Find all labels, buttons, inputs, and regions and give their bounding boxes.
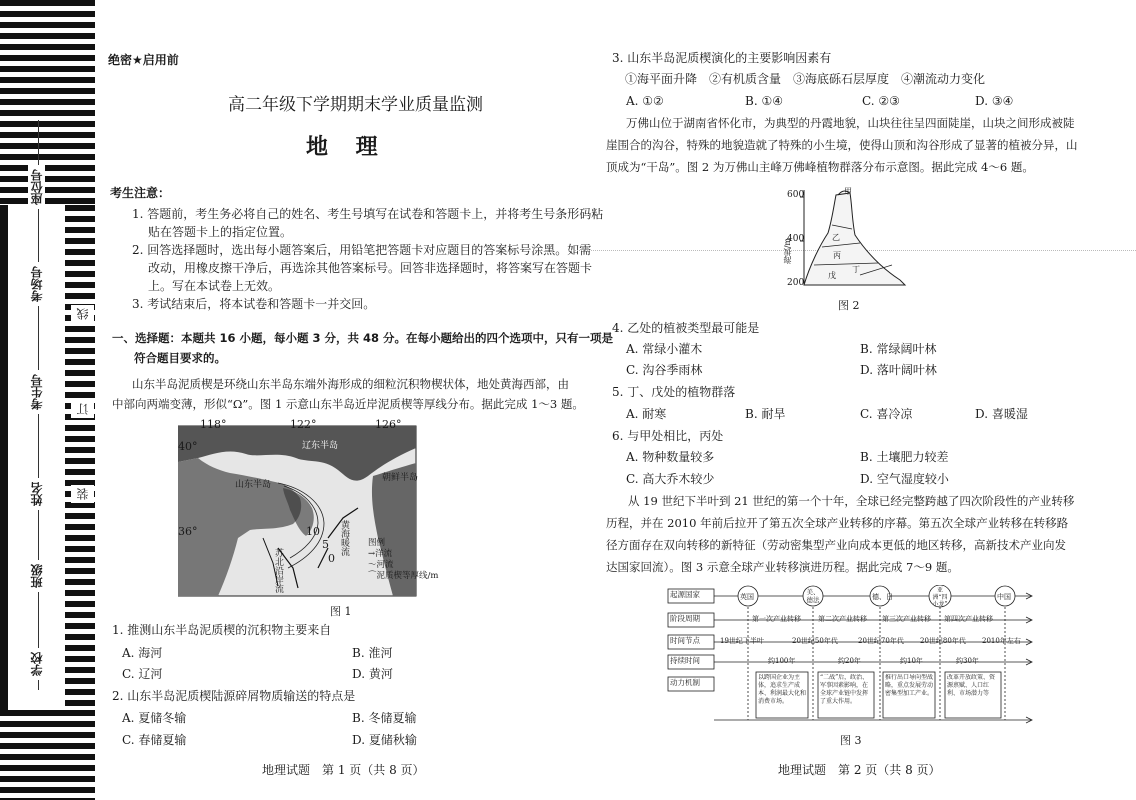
place-label: 山东半岛 — [235, 480, 272, 490]
contour-label: 0 — [328, 552, 335, 565]
zone-label: 甲 — [844, 187, 852, 196]
contour-label: 5 — [322, 538, 329, 551]
row-head: 起源国家 — [670, 590, 700, 599]
notice-line: 改动，用橡皮擦干净后，再选涂其他答案标号。回答非选择题时，将答案写在答题卡 — [148, 261, 593, 275]
figure-2-ytick: 600 — [787, 190, 805, 200]
passage-3-line: 径方面存在双向转移的新特征（劳动密集型产业向成本更低的地区转移，高新技术产业向发 — [606, 538, 1066, 552]
legend-text: 洋流 — [375, 549, 393, 559]
question-6-stem: 6. 与甲处相比，丙处 — [612, 429, 724, 443]
notice-line: 贴在答题卡上的指定位置。 — [148, 225, 293, 239]
question-3-option-c[interactable]: C. ②③ — [862, 94, 900, 108]
stage-label: 第四次产业转移 — [944, 615, 993, 623]
figure-2-ytick: 200 — [787, 278, 805, 288]
duration-label: 约100年 — [768, 657, 796, 665]
stage-label: 第二次产业转移 — [818, 615, 867, 623]
section-heading-cont: 符合题目要求的。 — [134, 351, 226, 365]
place-label: 黄海暖流 — [339, 520, 349, 556]
lon-label: 126° — [375, 418, 402, 431]
question-2-option-b[interactable]: B. 冬储夏输 — [352, 711, 417, 725]
passage-1-line: 中部向两端变薄，形似“Ω”。图 1 示意山东半岛近岸泥质楔等厚线分布。据此完成 1～3 题。 — [112, 397, 584, 411]
question-5-option-d[interactable]: D. 喜暖湿 — [975, 407, 1028, 421]
country-label: 中国 — [997, 593, 1011, 601]
legend-text: 泥质楔等厚线/m — [376, 571, 439, 581]
row-head: 时间节点 — [670, 636, 700, 645]
page-1-footer: 地理试题 第 1 页（共 8 页） — [262, 763, 425, 777]
question-2-option-d[interactable]: D. 夏储秋输 — [352, 733, 417, 747]
passage-3-line: 历程，并在 2010 年前后拉开了第五次全球产业转移的序幕。第五次全球产业转移在转移路 — [606, 516, 1069, 530]
passage-3-line: 从 19 世纪下半叶到 21 世纪的第一个十年，全球已经完整跨越了四次阶段性的产业转移 — [628, 494, 1075, 508]
lon-label: 122° — [290, 418, 317, 431]
zone-label: 戊 — [828, 271, 836, 280]
country-label: 亚洲“四小龙” — [932, 587, 948, 608]
section-heading: 一、选择题：本题共 16 小题，每小题 3 分，共 48 分。在每小题给出的四个选项中，只有一项是 — [112, 331, 614, 345]
school-label: 学校 — [28, 648, 45, 680]
row-head: 持续时间 — [670, 656, 700, 665]
binding-bar — [0, 205, 8, 710]
zone-label: 丙 — [833, 251, 841, 260]
question-6-option-c[interactable]: C. 高大乔木较少 — [626, 472, 715, 486]
binding-stripes-top — [0, 0, 95, 205]
mechanism-text: 改革开放政策、资源禀赋、人口红利、市场潜力等 — [947, 674, 996, 697]
legend-item-current: →洋流 — [368, 549, 393, 559]
time-label: 19世纪下半叶 — [720, 637, 764, 645]
country-label: 英国 — [740, 593, 754, 601]
exam-room-label: 考场号 — [28, 262, 45, 306]
notice-line: 3. 考试结束后，将本试卷和答题卡一并交回。 — [132, 297, 376, 311]
question-5-option-c[interactable]: C. 喜冷凉 — [860, 407, 913, 421]
legend-item-contour: ⌒泥质楔等厚线/m — [368, 571, 439, 581]
notice-line: 1. 答题前，考生务必将自己的姓名、考生号填写在试卷和答题卡上，并将考生号条形码粘 — [132, 207, 604, 221]
question-2-option-c[interactable]: C. 春储夏输 — [122, 733, 187, 747]
stage-label: 第三次产业转移 — [882, 615, 931, 623]
question-1-option-d[interactable]: D. 黄河 — [352, 667, 393, 681]
notice-title: 考生注意： — [110, 186, 171, 200]
time-label: 20世纪80年代 — [920, 637, 966, 645]
passage-1-line: 山东半岛泥质楔是环绕山东半岛东端外海形成的细粒沉积物楔状体，地处黄海西部，由 — [132, 377, 569, 391]
place-label: 朝鲜半岛 — [382, 473, 419, 483]
question-4-option-a[interactable]: A. 常绿小灌木 — [626, 342, 703, 356]
lon-label: 118° — [200, 418, 227, 431]
passage-3-line: 达国家回流）。图 3 示意全球产业转移演进历程。据此完成 7～9 题。 — [606, 560, 959, 574]
question-3-option-a[interactable]: A. ①② — [626, 94, 664, 108]
question-4-stem: 4. 乙处的植被类型最可能是 — [612, 321, 760, 335]
duration-label: 约10年 — [900, 657, 923, 665]
question-5-option-a[interactable]: A. 耐寒 — [626, 407, 667, 421]
question-2-stem: 2. 山东半岛泥质楔陆源碎屑物质输送的特点是 — [112, 689, 356, 703]
mechanism-text: 以跨国企业为主体，追求生产成本、利润最大化和消费市场。 — [758, 674, 806, 705]
question-1-option-a[interactable]: A. 海河 — [122, 646, 163, 660]
subject-title: 地 理 — [306, 135, 388, 160]
passage-2-line: 崖围合的沟谷，特殊的地貌造就了特殊的小生境，使得山顶和沟谷形成了显著的植被分异，山 — [606, 138, 1078, 152]
time-label: 20世纪70年代 — [858, 637, 904, 645]
question-6-option-d[interactable]: D. 空气湿度较小 — [860, 472, 949, 486]
contour-label: 10 — [306, 525, 320, 538]
question-3-option-d[interactable]: D. ③④ — [975, 94, 1014, 108]
mechanism-text: “二战”后，政治、军事因素影响，在全球产业链中发挥了重大作用。 — [820, 674, 869, 705]
question-1-option-c[interactable]: C. 辽河 — [122, 667, 163, 681]
question-6-option-a[interactable]: A. 物种数量较多 — [626, 450, 715, 464]
binding-stripes-bottom — [0, 710, 95, 800]
country-label: 德、日 — [872, 593, 893, 601]
question-3-option-b[interactable]: B. ①④ — [745, 94, 783, 108]
exam-title: 高二年级下学期期末学业质量监测 — [228, 95, 483, 115]
stage-label: 第一次产业转移 — [752, 615, 801, 623]
question-3-stem: 3. 山东半岛泥质楔演化的主要影响因素有 — [612, 51, 832, 65]
duration-label: 约20年 — [838, 657, 861, 665]
question-2-option-a[interactable]: A. 夏储冬输 — [122, 711, 187, 725]
row-head: 阶段周期 — [670, 614, 700, 623]
figure-1-caption: 图 1 — [330, 605, 352, 618]
question-5-option-b[interactable]: B. 耐旱 — [745, 407, 786, 421]
seat-number-label: 座位号 — [28, 165, 45, 209]
question-3-factors: ①海平面升降 ②有机质含量 ③海底砾石层厚度 ④潮流动力变化 — [625, 72, 986, 86]
notice-line: 上。写在本试卷上无效。 — [148, 279, 281, 293]
legend-item-river: ～河流 — [368, 560, 394, 570]
figure-2-caption: 图 2 — [838, 299, 860, 312]
legend-text: 河流 — [376, 560, 394, 570]
secret-mark: 绝密★启用前 — [108, 53, 179, 67]
notice-line: 2. 回答选择题时，选出每小题答案后，用铅笔把答题卡对应题目的答案标号涂黑。如需 — [132, 243, 592, 257]
binding-bar-striped — [65, 205, 95, 710]
lat-label: 40° — [178, 440, 198, 453]
page-2-footer: 地理试题 第 2 页（共 8 页） — [778, 763, 941, 777]
question-4-option-c[interactable]: C. 沟谷季雨林 — [626, 363, 703, 377]
zone-label: 丁 — [852, 265, 860, 274]
class-label: 班级 — [28, 560, 45, 592]
name-label: 姓名 — [28, 478, 45, 510]
candidate-number-label: 考生号 — [28, 370, 45, 414]
passage-2-line: 万佛山位于湖南省怀化市，为典型的丹霞地貌，山块往往呈四面陡崖，山块之间形成被陡 — [626, 116, 1075, 130]
question-5-stem: 5. 丁、戊处的植物群落 — [612, 385, 736, 399]
figure-2-ylabel: 海拔/m — [783, 238, 792, 265]
question-6-option-b[interactable]: B. 土壤肥力较差 — [860, 450, 949, 464]
country-label: 美、德法 — [806, 588, 820, 604]
zone-label: 乙 — [832, 233, 840, 242]
duration-label: 约30年 — [956, 657, 979, 665]
place-label: 辽东半岛 — [302, 441, 339, 451]
time-label: 20世纪50年代 — [792, 637, 838, 645]
time-label: 2010年左右 — [982, 637, 1021, 645]
lat-label: 36° — [178, 525, 198, 538]
legend-title: 图例 — [368, 538, 386, 548]
question-1-option-b[interactable]: B. 淮河 — [352, 646, 393, 660]
place-label: 苏北沿岸流 — [273, 548, 283, 593]
question-4-option-b[interactable]: B. 常绿阔叶林 — [860, 342, 937, 356]
mechanism-text: 推行出口导向型战略，重点发展劳动密集型加工产业。 — [885, 674, 933, 697]
figure-2-ytick: 400 — [787, 234, 805, 244]
question-1-stem: 1. 推测山东半岛泥质楔的沉积物主要来自 — [112, 623, 332, 637]
cut-mark-line: 线 — [71, 305, 94, 323]
cut-mark-fold: 装 — [71, 485, 94, 503]
question-4-option-d[interactable]: D. 落叶阔叶林 — [860, 363, 937, 377]
cut-mark-bind: 订 — [71, 400, 94, 418]
passage-2-line: 顶成为“干岛”。图 2 为万佛山主峰万佛峰植物群落分布示意图。据此完成 4～6 题。 — [606, 160, 1034, 174]
figure-3-caption: 图 3 — [840, 734, 862, 747]
map-legend — [368, 538, 438, 582]
row-head: 动力机制 — [670, 678, 700, 687]
